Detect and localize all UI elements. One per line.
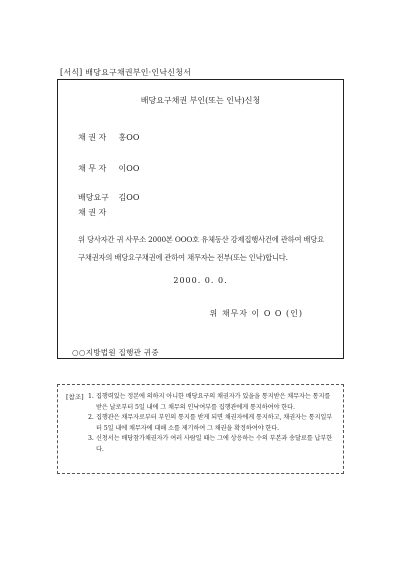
debtor-row [78,163,139,174]
notes-list [88,392,337,455]
note-text: 신청서는 배당참가채권자가 여러 사람일 때는 그에 상응하는 수의 부본과 송달료를 납부한다. [96,435,333,453]
creditor-name: 홍OO [118,133,140,142]
signature-line: 위 채무자 이 O O (인) [209,309,303,318]
note-number: 2. [88,414,94,421]
notes-label: [참조] [66,393,84,401]
document-date: 2000. 0. 0. [173,276,228,285]
note-item [88,392,337,413]
debtor-label: 채 무 자 [78,164,107,173]
court-addressee: ○○지방법원 집행관 귀중 [72,348,159,357]
creditor-label: 채 권 자 [78,133,107,142]
creditor-row [78,132,139,143]
claimant-row [78,190,139,220]
reference-notes [57,384,344,474]
claimant-name: 김OO [118,193,140,202]
note-number: 3. [88,435,94,442]
debtor-name: 이OO [118,164,140,173]
note-item [88,413,337,434]
claimant-label-line1: 배당요구 [78,193,109,202]
request-body [78,231,331,267]
request-body-line2: 구채권자의 배당요구채권에 관하여 채무자는 전부(또는 인낙)합니다. [78,253,288,262]
claimant-label-line2: 채 권 자 [78,208,107,217]
note-number: 1. [88,393,94,400]
document-title: 배당요구채권 부인(또는 인낙)신청 [140,96,261,105]
form-label: [서식] 배당요구채권부인·인낙신청서 [60,68,192,77]
note-text: 집행력있는 정본에 의하지 아니한 배당요구의 채권자가 있을을 통지받은 채무자는 통지를 받은 날로부터 5일 내에 그 채무의 인낙여부를 집행관에게 통지하여야 한다. [96,393,331,411]
note-item [88,434,337,455]
request-body-line1: 위 당사자간 귀 사무소 2000본 OOO호 유체동산 강제집행사건에 관하여 배당요 [78,235,324,244]
note-text: 집행관은 채무자로부터 부인의 통지를 받게 되면 채권자에게 통지하고, 채권자는 통지일부터 5일 내에 채무자에 대해 소를 제기하여 그 채권을 확정하여야 한다. [96,414,333,432]
application-form [57,79,344,359]
